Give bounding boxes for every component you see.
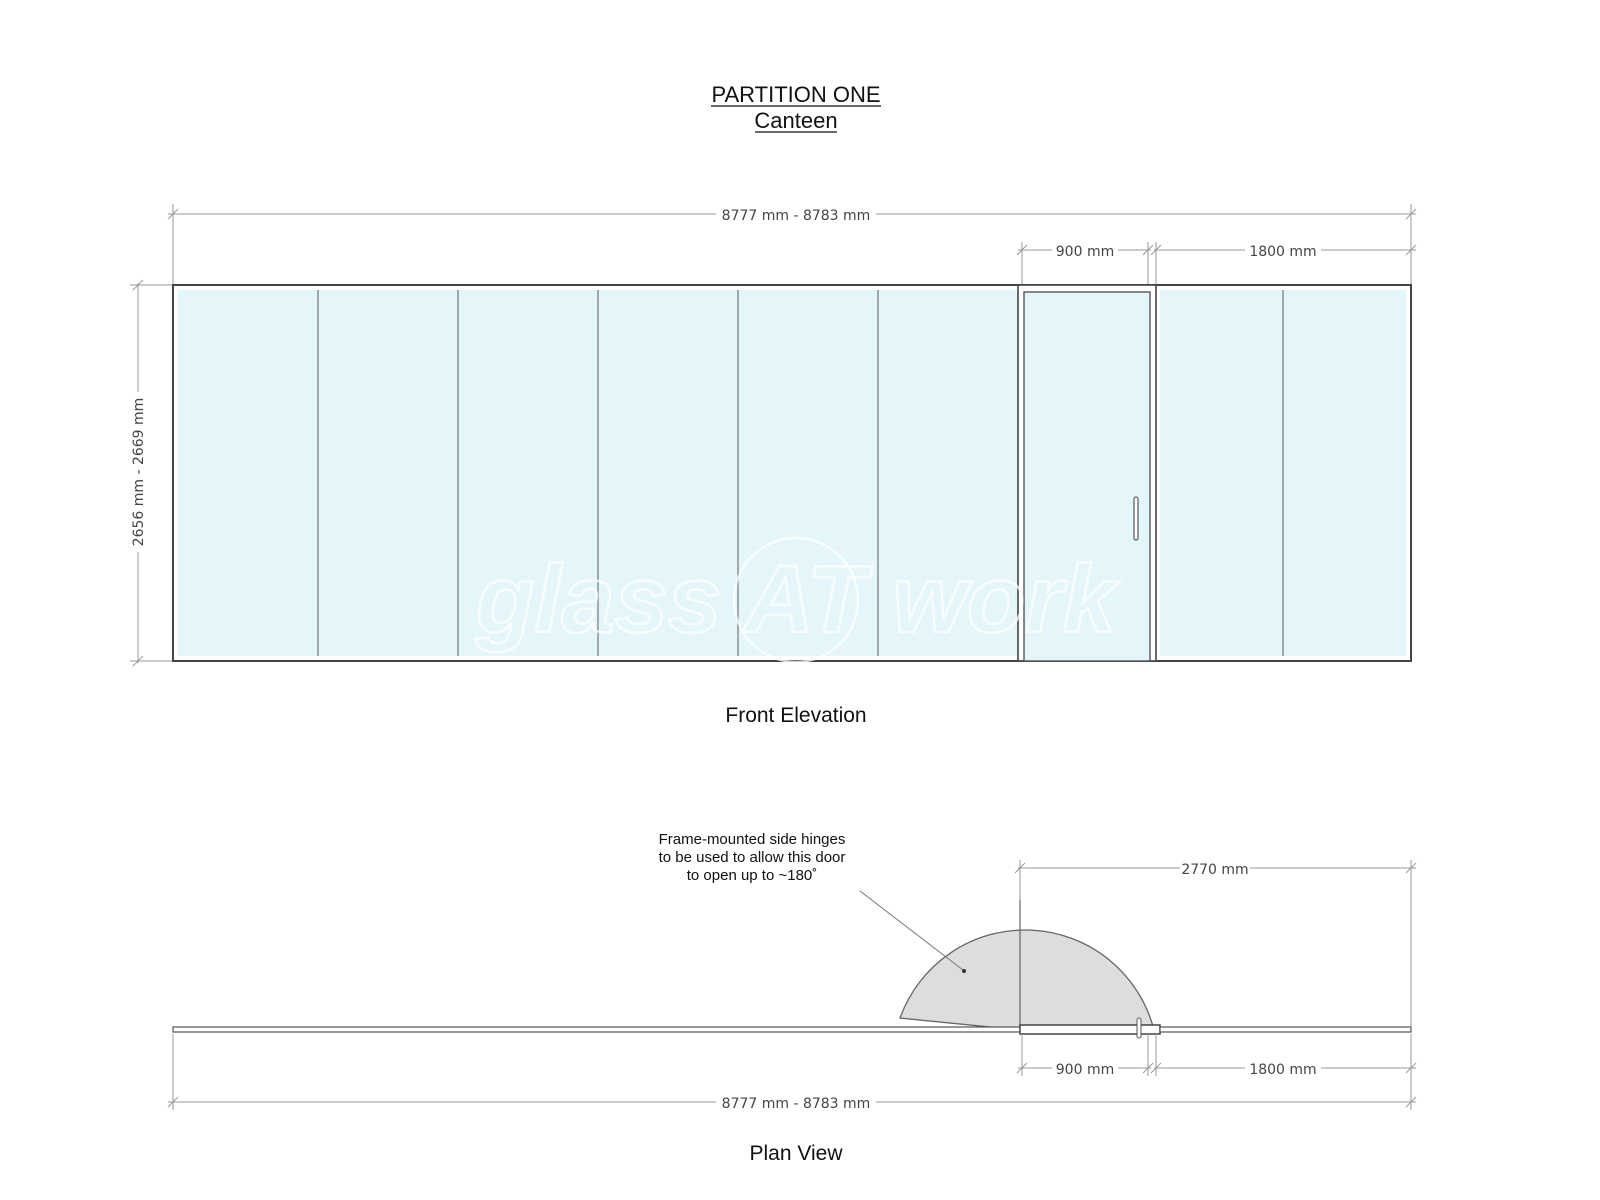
plan-overall-width-label: 8777 mm - 8783 mm	[721, 1096, 871, 1112]
watermark	[475, 538, 1121, 662]
plan-view-caption: Plan View	[749, 1142, 843, 1165]
elevation-overall-width-label: 8777 mm - 8783 mm	[721, 208, 871, 224]
door-swing-arc	[900, 930, 1154, 1030]
plan-dimensions	[168, 858, 1416, 1112]
hinge-note-line-2: to be used to allow this door	[658, 849, 846, 866]
elevation-door-width-label: 900 mm	[1055, 244, 1115, 260]
watermark-text: glass AT work	[475, 546, 1117, 653]
plan-door-width-label: 900 mm	[1055, 1062, 1115, 1078]
plan-swing-width-label: 2770 mm	[1181, 862, 1249, 878]
fixed-partition-plan	[173, 1027, 1020, 1032]
title-partition: PARTITION ONE	[711, 82, 881, 107]
note-leader-line	[860, 891, 963, 970]
elevation-sidelight-width-label: 1800 mm	[1249, 244, 1317, 260]
door-handle-plan-icon	[1137, 1018, 1141, 1038]
front-elevation-caption: Front Elevation	[725, 704, 867, 727]
front-elevation	[173, 285, 1411, 662]
hinge-note-line-1: Frame-mounted side hinges	[658, 831, 846, 848]
plan-sidelight-width-label: 1800 mm	[1249, 1062, 1317, 1078]
door-handle-icon	[1134, 497, 1138, 540]
title-block	[711, 82, 881, 133]
elevation-height-label: 2656 mm - 2669 mm	[131, 397, 147, 547]
note-leader-dot	[962, 969, 966, 973]
title-room: Canteen	[754, 108, 838, 133]
hinge-note-line-3: to open up to ~180˚	[686, 867, 818, 884]
sidelight-partition-plan	[1160, 1027, 1411, 1032]
